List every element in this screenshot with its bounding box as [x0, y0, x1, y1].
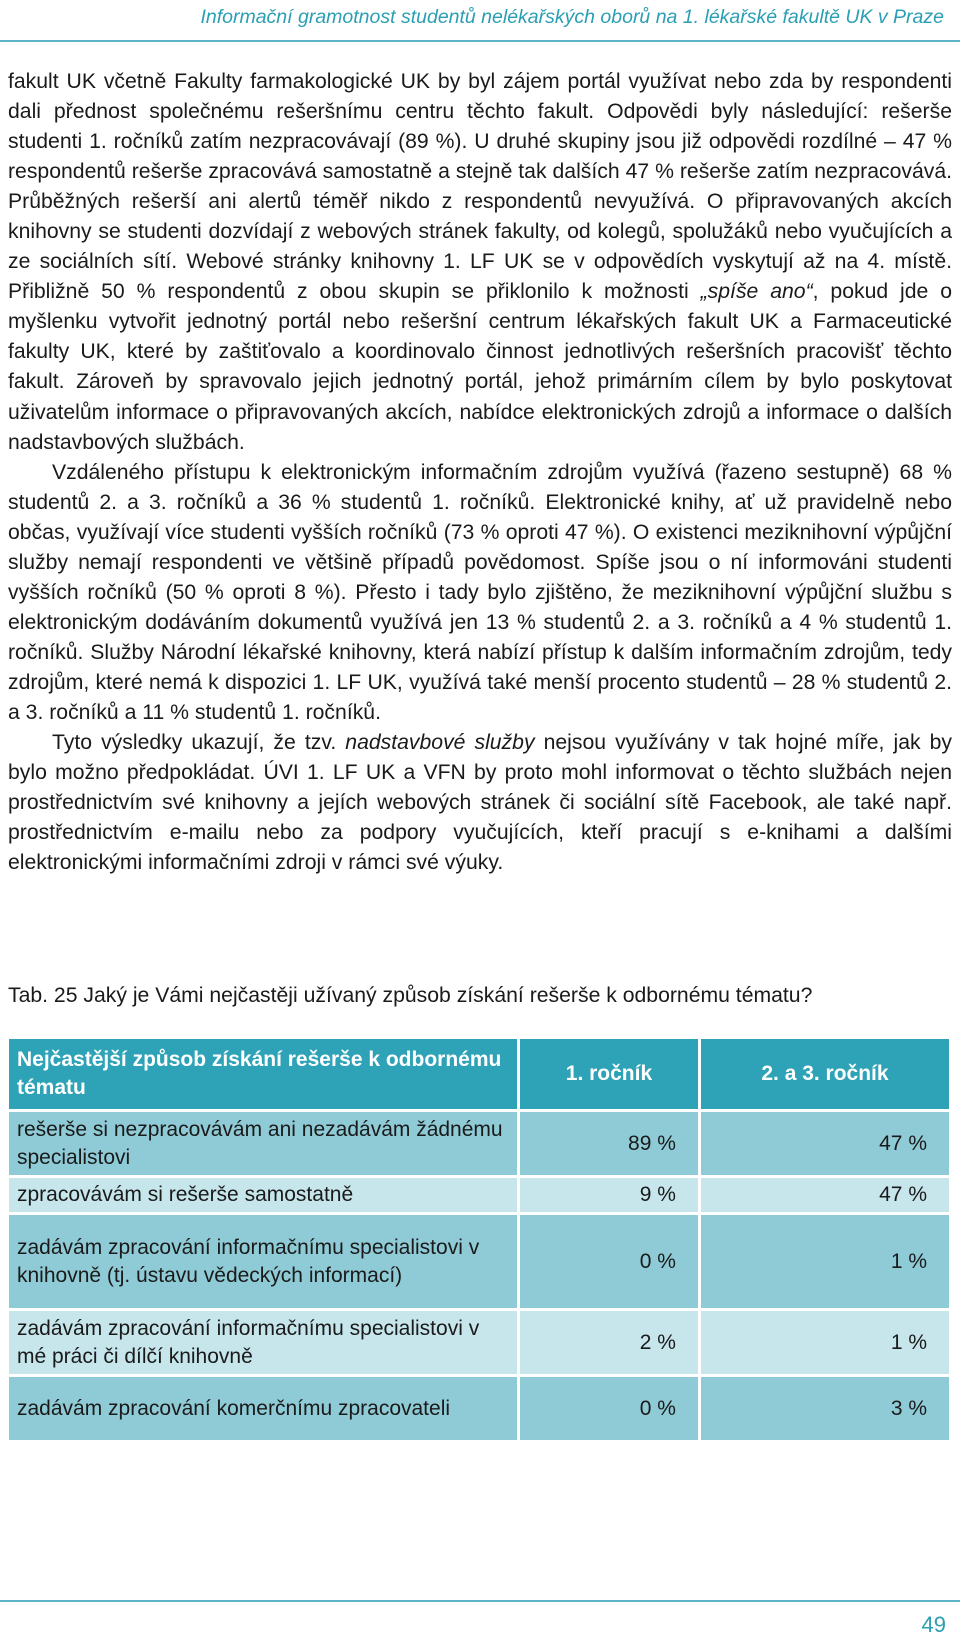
row-value-year-2-3: 1 %: [699, 1310, 950, 1376]
paragraph-3-start: Tyto výsledky ukazují, že tzv.: [52, 731, 346, 755]
results-table: [6, 1036, 952, 1443]
row-value-year-1: 0 %: [519, 1214, 700, 1310]
row-value-year-2-3: 47 %: [699, 1177, 950, 1214]
row-value-year-1: 9 %: [519, 1177, 700, 1214]
header-method: Nejčastější způsob získání rešerše k odbornému tématu: [8, 1038, 519, 1111]
table-row: [8, 1376, 951, 1442]
paragraph-1-emphasis: „spíše ano“: [700, 280, 813, 304]
paragraph-1: [8, 67, 952, 458]
row-value-year-1: 89 %: [519, 1111, 700, 1177]
table-row: [8, 1111, 951, 1177]
row-value-year-2-3: 3 %: [699, 1376, 950, 1442]
table-header-row: [8, 1038, 951, 1111]
table-caption: Tab. 25 Jaký je Vámi nejčastěji užívaný způsob získání rešerše k odbornému tématu?: [8, 984, 813, 1007]
header-divider: [0, 40, 960, 42]
row-value-year-2-3: 1 %: [699, 1214, 950, 1310]
running-title: Informační gramotnost studentů nelékařských oborů na 1. lékařské fakultě UK v Praze: [200, 6, 944, 28]
row-label: zadávám zpracování informačnímu specialistovi v knihovně (tj. ústavu vědeckých informací): [8, 1214, 519, 1310]
row-label: zadávám zpracování komerčnímu zpracovateli: [8, 1376, 519, 1442]
paragraph-3-end: nejsou využívány v tak hojné míře, jak by bylo možno předpokládat. ÚVI 1. LF UK a VFN by proto mohl informovat o těchto službách nejen prostřednictvím své knihovny a jejích webových stránek či sociální sítě Facebook, ale také např. prostřednictvím e-mailu nebo za podpory vyučujících, kteří pracují s e-knihami a dalšími elektronickými informačními zdroji v rámci své výuky.: [8, 731, 952, 875]
row-value-year-1: 0 %: [519, 1376, 700, 1442]
row-label: rešerše si nezpracovávám ani nezadávám žádnému specialistovi: [8, 1111, 519, 1177]
header-year-2-3: 2. a 3. ročník: [699, 1038, 950, 1111]
row-value-year-2-3: 47 %: [699, 1111, 950, 1177]
body-text: [8, 67, 952, 878]
row-label: zpracovávám si rešerše samostatně: [8, 1177, 519, 1214]
page-header: [0, 0, 960, 42]
paragraph-2: Vzdáleného přístupu k elektronickým informačním zdrojům využívá (řazeno sestupně) 68 % studentů 2. a 3. ročníků a 36 % studentů 1. ročníků. Elektronické knihy, ať už pravidelně nebo občas, využívají více studenti vyšších ročníků (73 % oproti 47 %). O existenci meziknihovní výpůjční služby nemají respondenti ve většině případů povědomost. Spíše jsou o ní informováni studenti vyšších ročníků (50 % oproti 8 %). Přesto i tady bylo zjištěno, že meziknihovní výpůjční službu s elektronickým dodáváním dokumentů využívá jen 13 % studentů 2. a 3. ročníků a 4 % studentů 1. ročníků. Služby Národní lékařské knihovny, která nabízí přístup k dalším informačním zdrojům, tedy zdrojům, které nemá k dispozici 1. LF UK, využívá také menší procento studentů – 28 % studentů 2. a 3. ročníků a 11 % studentů 1. ročníků.: [8, 460, 952, 724]
row-value-year-1: 2 %: [519, 1310, 700, 1376]
page-number: 49: [921, 1612, 946, 1637]
footer-divider: [0, 1600, 960, 1602]
row-label: zadávám zpracování informačnímu specialistovi v mé práci či dílčí knihovně: [8, 1310, 519, 1376]
table-row: [8, 1214, 951, 1310]
paragraph-1-end: , pokud jde o myšlenku vytvořit jednotný portál nebo rešeršní centrum lékařských fakult UK a Farmaceutické fakulty UK, které by zaštiťovalo a koordinovalo činnost jednotlivých rešeršních pracovišť těchto fakult. Zároveň by spravovalo jejich jednotný portál, jehož primárním cílem by bylo poskytovat uživatelům informace o připravovaných akcích, nabídce elektronických zdrojů a informace o dalších nadstavbových službách.: [8, 280, 952, 454]
table-row: [8, 1310, 951, 1376]
paragraph-3: [8, 728, 952, 878]
paragraph-3-emphasis: nadstavbové služby: [345, 731, 535, 755]
paragraph-1-text: fakult UK včetně Fakulty farmakologické UK by byl zájem portál využívat nebo zda by respondenti dali přednost společnému rešeršnímu centru těchto fakult. Odpovědi byly následující: rešerše studenti 1. ročníků zatím nezpracovávají (89 %). U druhé skupiny jsou již odpovědi rozdílné – 47 % respondentů rešerše zpracovává samostatně a stejně tak dalších 47 % rešerše zatím nezpracovává. Průběžných rešerší ani alertů téměř nikdo z respondentů nevyužívá. O připravovaných akcích knihovny se studenti dozvídají z webových stránek fakulty, od kolegů, spolužáků nebo vyučujících a ze sociálních sítí. Webové stránky knihovny 1. LF UK se v odpovědích vyskytují až na 4. místě. Přibližně 50 % respondentů z obou skupin se přiklonilo k možnosti: [8, 70, 952, 304]
table-row: [8, 1177, 951, 1214]
header-year-1: 1. ročník: [519, 1038, 700, 1111]
